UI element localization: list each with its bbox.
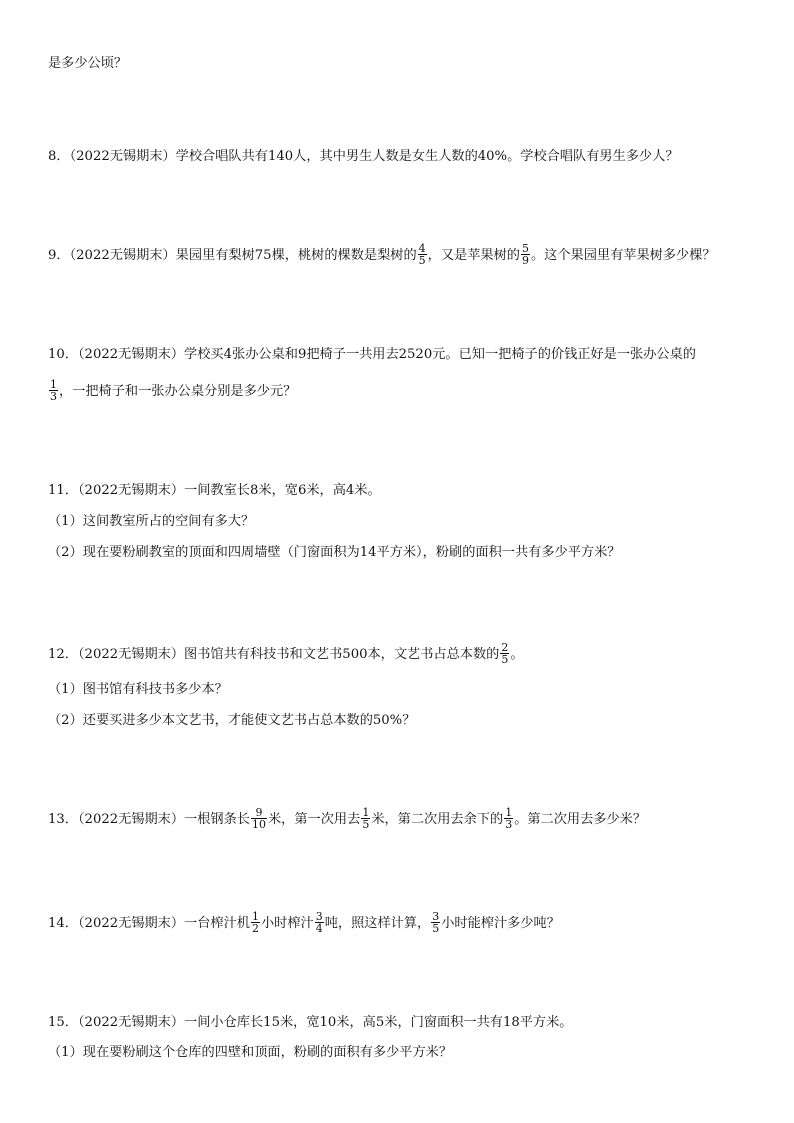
question-12-sub-1: （1）图书馆有科技书多少本？ [48, 682, 228, 697]
fraction: $\frac{1}{3}$ [50, 378, 57, 403]
question-11: 11．（2022无锡期末）一间教室长8米，宽6米，高4米。 [48, 483, 381, 498]
question-8: 8．（2022无锡期末）学校合唱队共有140人，其中男生人数是女生人数的40%。学校合唱队有男生多少人？ [48, 149, 679, 164]
question-11-sub-2: （2）现在要粉刷教室的顶面和四周墙壁（门窗面积为14平方米），粉刷的面积一共有多少平方米？ [48, 545, 621, 560]
question-15: 15．（2022无锡期末）一间小仓库长15米，宽10米，高5米，门窗面积一共有18平方米。 [48, 1015, 573, 1030]
question-14: 14．（2022无锡期末）一台榨汁机 $\frac{1}{2}$ 小时榨汁 $\frac{3}{4}$ 吨，照这样计算， $\frac{3}{5}$ 小时能榨汁多少吨？ [48, 910, 560, 935]
fraction: $\frac{3}{4}$ [315, 910, 323, 935]
fraction: $\frac{3}{5}$ [432, 910, 440, 935]
fraction: $\frac{9}{10}$ [252, 806, 266, 831]
fraction: $\frac{1}{5}$ [362, 806, 370, 831]
fraction: $\frac{2}{5}$ [501, 641, 509, 666]
fraction: $\frac{4}{5}$ [418, 242, 426, 267]
question-11-sub-1: （1）这间教室所占的空间有多大？ [48, 514, 255, 529]
question-10-line-1: 10．（2022无锡期末）学校买4张办公桌和9把椅子一共用去2520元。已知一把椅子的价钱正好是一张办公桌的 [48, 347, 696, 362]
question-12-sub-2: （2）还要买进多少本文艺书，才能使文艺书占总本数的50%？ [48, 713, 416, 728]
question-10-line-2: $\frac{1}{3}$ ，一把椅子和一张办公桌分别是多少元？ [50, 378, 297, 403]
fraction: $\frac{1}{2}$ [252, 910, 259, 935]
question-9: 9．（2022无锡期末）果园里有梨树75棵，桃树的棵数是梨树的 $\frac{4}{5}$ ，又是苹果树的 $\frac{5}{9}$ 。这个果园里有苹果树多少棵？ [48, 242, 716, 267]
question-15-sub-1: （1）现在要粉刷这个仓库的四壁和顶面，粉刷的面积有多少平方米？ [48, 1045, 453, 1060]
fraction: $\frac{5}{9}$ [521, 242, 529, 267]
question-12: 12．（2022无锡期末）图书馆共有科技书和文艺书500本，文艺书占总本数的 $\frac{2}{5}$ 。 [48, 641, 524, 666]
q7-tail: 是多少公顷？ [48, 56, 128, 71]
fraction: $\frac{1}{3}$ [505, 806, 513, 831]
question-13: 13．（2022无锡期末）一根钢条长 $\frac{9}{10}$ 米，第一次用去 $\frac{1}{5}$ 米，第二次用去余下的 $\frac{1}{3}$ 。第二次用去多少米？ [48, 806, 647, 831]
